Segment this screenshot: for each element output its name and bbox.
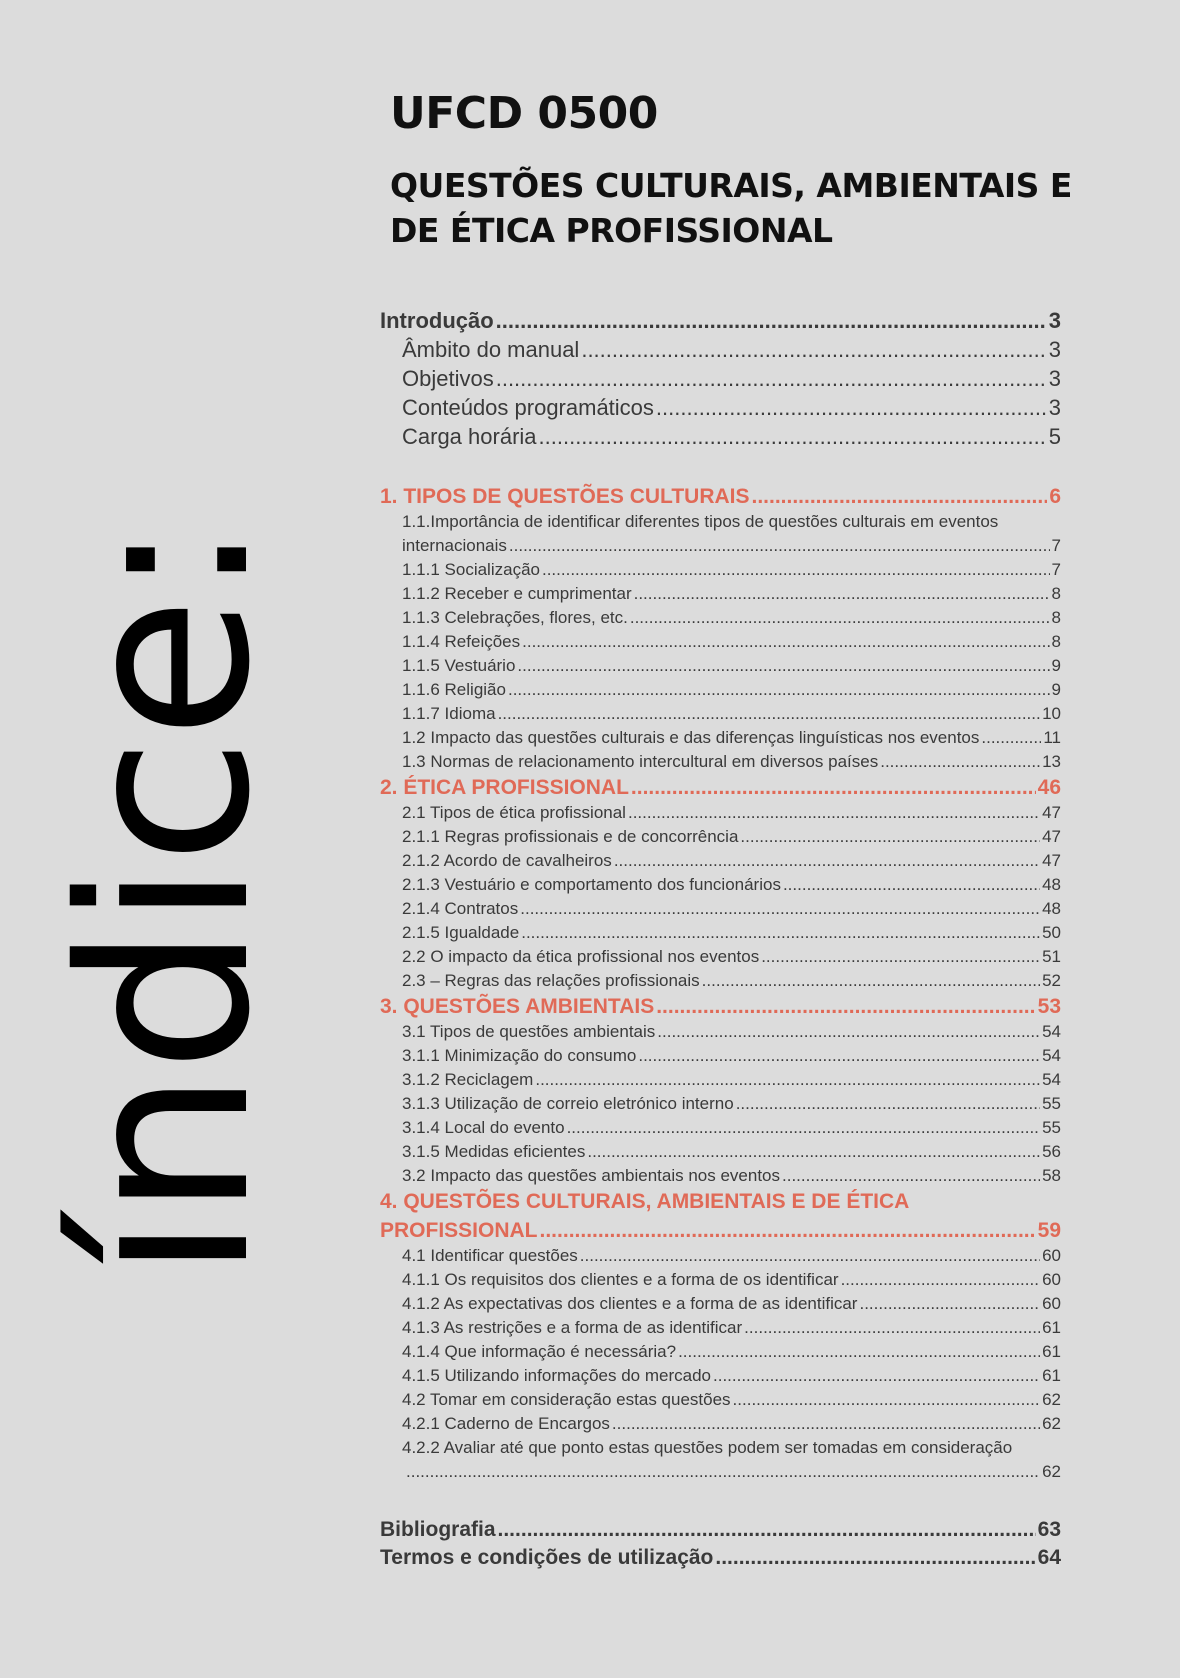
toc-entry[interactable] [380, 1022, 1061, 1046]
toc-leader [752, 485, 1048, 509]
toc-entry[interactable] [380, 851, 1061, 875]
toc-page: 63 [1037, 1518, 1061, 1541]
toc-leader [628, 803, 1040, 823]
toc-chapter-title: 1. TIPOS DE QUESTÕES CULTURAIS [380, 485, 750, 508]
toc-label: 2.1.1 Regras profissionais e de concorrência [402, 827, 739, 846]
toc-entry[interactable] [380, 1094, 1061, 1118]
toc-leader [498, 1518, 1036, 1542]
toc-leader [520, 899, 1040, 919]
toc-leader [535, 1070, 1040, 1090]
toc-entry[interactable] [380, 1142, 1061, 1166]
toc-leader [542, 560, 1050, 580]
side-title [31, 520, 301, 1280]
toc-entry[interactable] [380, 704, 1061, 728]
toc-label: 4.1.1 Os requisitos dos clientes e a forma de os identificar [402, 1270, 839, 1289]
toc-entry[interactable] [380, 656, 1061, 680]
toc-page: 46 [1037, 776, 1061, 799]
toc-label: 4.2.1 Caderno de Encargos [402, 1414, 610, 1433]
toc-page: 9 [1051, 680, 1061, 699]
toc-closing [380, 1518, 1061, 1574]
toc-page: 3 [1048, 395, 1061, 420]
toc-entry[interactable] [380, 608, 1061, 632]
toc-leader [634, 584, 1050, 604]
toc-page: 13 [1042, 752, 1061, 771]
toc-label: 1.1.3 Celebrações, flores, etc. [402, 608, 628, 627]
toc-entry[interactable] [380, 1070, 1061, 1094]
toc-entry[interactable] [380, 1318, 1061, 1342]
toc-page: 47 [1042, 851, 1061, 870]
toc-chapter-title: 2. ÉTICA PROFISSIONAL [380, 776, 629, 799]
toc-label: 3.1.1 Minimização do consumo [402, 1046, 637, 1065]
toc-entry[interactable] [380, 536, 1061, 560]
toc-page: 7 [1051, 560, 1061, 579]
toc-leader [539, 424, 1047, 450]
toc-page: 61 [1042, 1366, 1061, 1385]
toc-entry[interactable] [380, 632, 1061, 656]
toc-leader [521, 923, 1040, 943]
toc-leader [859, 1294, 1040, 1314]
toc-page: 47 [1042, 827, 1061, 846]
toc-page: 8 [1051, 632, 1061, 651]
toc-label: 2.1.5 Igualdade [402, 923, 520, 942]
toc-page: 56 [1042, 1142, 1061, 1161]
toc-entry[interactable] [380, 1166, 1061, 1190]
toc-leader [508, 680, 1050, 700]
toc-label: 4.1.3 As restrições e a forma de as identificar [402, 1318, 743, 1337]
toc-leader [567, 1118, 1041, 1138]
toc-entry-wrap-line[interactable]: 1.1.Importância de identificar diferentes tipos de questões culturais em eventos [402, 512, 999, 531]
document-title [390, 163, 1090, 253]
toc-leader [522, 632, 1049, 652]
toc-leader [656, 395, 1047, 421]
toc-leader [406, 1462, 1040, 1482]
toc-page: 54 [1042, 1070, 1061, 1089]
toc-page: 53 [1037, 995, 1061, 1018]
toc-leader [630, 608, 1050, 628]
toc-page: 64 [1037, 1546, 1061, 1569]
document-title-line1: QUESTÕES CULTURAIS, AMBIENTAIS E [390, 166, 1072, 205]
toc-entry[interactable] [380, 584, 1061, 608]
toc-page: 51 [1042, 947, 1061, 966]
toc-label: 4.1.5 Utilizando informações do mercado [402, 1366, 711, 1385]
toc-page: 60 [1042, 1270, 1061, 1289]
toc-entry[interactable] [380, 1046, 1061, 1070]
toc-entry-wrap-line[interactable]: 4.2.2 Avaliar até que ponto estas questões podem ser tomadas em consideração [402, 1438, 1013, 1457]
toc-chapter-2[interactable] [380, 776, 1061, 803]
toc-leader [496, 366, 1047, 392]
toc-label: 1.3 Normas de relacionamento intercultural em diversos países [402, 752, 879, 771]
toc-page: 54 [1042, 1046, 1061, 1065]
toc-page: 61 [1042, 1342, 1061, 1361]
toc-leader [713, 1366, 1040, 1386]
toc-label: 3.1.4 Local do evento [402, 1118, 565, 1137]
toc-entry[interactable] [380, 560, 1061, 584]
toc-label: Carga horária [402, 424, 537, 449]
toc-page: 52 [1042, 971, 1061, 990]
toc-label: 1.1.5 Vestuário [402, 656, 516, 675]
toc-entry[interactable] [380, 803, 1061, 827]
toc-page: 60 [1042, 1246, 1061, 1265]
toc-entry-terms[interactable] [380, 1546, 1061, 1574]
toc-page: 62 [1042, 1462, 1061, 1481]
toc-page: 55 [1042, 1094, 1061, 1113]
toc-leader [631, 776, 1036, 800]
toc-leader [702, 971, 1040, 991]
toc-label: Termos e condições de utilização [380, 1546, 714, 1569]
toc-leader [509, 536, 1050, 556]
course-code: UFCD 0500 [390, 88, 658, 139]
toc-label: 1.1.6 Religião [402, 680, 506, 699]
toc-leader [517, 656, 1049, 676]
toc-label: 2.1 Tipos de ética profissional [402, 803, 626, 822]
toc-label: 1.1.4 Refeições [402, 632, 521, 651]
toc-label: Introdução [380, 308, 494, 333]
toc-leader [638, 1046, 1040, 1066]
toc-page: 10 [1042, 704, 1061, 723]
toc-chapter-title: 3. QUESTÕES AMBIENTAIS [380, 995, 655, 1018]
toc-label: 1.2 Impacto das questões culturais e das diferenças linguísticas nos eventos [402, 728, 980, 747]
toc-leader [581, 337, 1046, 363]
toc-label: 4.1 Identificar questões [402, 1246, 578, 1265]
toc-leader [614, 851, 1040, 871]
toc-leader [496, 308, 1047, 334]
toc-entry[interactable] [380, 1390, 1061, 1414]
toc-leader [783, 875, 1040, 895]
toc-label: 2.1.2 Acordo de cavalheiros [402, 851, 612, 870]
toc-leader [736, 1094, 1040, 1114]
toc-page: 60 [1042, 1294, 1061, 1313]
toc-entry[interactable] [380, 1462, 1061, 1486]
toc-chapter-4-line1[interactable]: 4. QUESTÕES CULTURAIS, AMBIENTAIS E DE ÉTICA [380, 1190, 910, 1213]
toc-label: 2.3 – Regras das relações profissionais [402, 971, 700, 990]
toc-entry[interactable] [380, 337, 1061, 366]
toc-page: 50 [1042, 923, 1061, 942]
toc-leader [782, 1166, 1040, 1186]
toc-page: 3 [1048, 366, 1061, 391]
toc-entry[interactable] [380, 395, 1061, 424]
toc-entry[interactable] [380, 971, 1061, 995]
toc-label: 4.1.2 As expectativas dos clientes e a forma de as identificar [402, 1294, 858, 1313]
toc-leader [580, 1246, 1040, 1266]
toc-leader [880, 752, 1040, 772]
toc-label: 1.1.7 Idioma [402, 704, 496, 723]
toc-chapter-4[interactable] [380, 1219, 1061, 1246]
toc-entry[interactable] [380, 1294, 1061, 1318]
toc-entry[interactable] [380, 366, 1061, 395]
toc-leader [540, 1219, 1036, 1243]
toc-label: 3.1.3 Utilização de correio eletrónico interno [402, 1094, 734, 1113]
toc-entry[interactable] [380, 752, 1061, 776]
toc-chapters [380, 485, 1061, 1486]
toc-label: internacionais [402, 536, 507, 555]
toc-entry[interactable] [380, 1118, 1061, 1142]
toc-page: 5 [1048, 424, 1061, 449]
toc-entry[interactable] [380, 1414, 1061, 1438]
toc-label: Conteúdos programáticos [402, 395, 654, 420]
toc-label: 3.2 Impacto das questões ambientais nos eventos [402, 1166, 781, 1185]
toc-entry[interactable] [380, 308, 1061, 337]
toc-chapter-1[interactable] [380, 485, 1061, 512]
toc-entry[interactable] [380, 728, 1061, 752]
toc-page: 9 [1051, 656, 1061, 675]
toc-page: 62 [1042, 1414, 1061, 1433]
toc-leader [656, 995, 1035, 1019]
toc-leader [761, 947, 1040, 967]
toc-page: 7 [1051, 536, 1061, 555]
toc-leader [981, 728, 1041, 748]
toc-leader [740, 827, 1040, 847]
toc-entry-bibliography[interactable] [380, 1518, 1061, 1546]
toc-entry[interactable] [380, 827, 1061, 851]
toc-entry[interactable] [380, 1246, 1061, 1270]
toc-label: 2.1.3 Vestuário e comportamento dos funcionários [402, 875, 781, 894]
toc-page: 62 [1042, 1390, 1061, 1409]
toc-label: Bibliografia [380, 1518, 496, 1541]
toc-intro [380, 308, 1061, 453]
toc-page: 58 [1042, 1166, 1061, 1185]
toc-label: 1.1.1 Socialização [402, 560, 540, 579]
toc-label: 3.1.5 Medidas eficientes [402, 1142, 586, 1161]
toc-label: Âmbito do manual [402, 337, 580, 362]
toc-leader [657, 1022, 1040, 1042]
toc-leader [678, 1342, 1040, 1362]
toc-leader [498, 704, 1041, 724]
toc-page: 48 [1042, 875, 1061, 894]
toc-page: 6 [1049, 485, 1061, 508]
toc-page: 61 [1042, 1318, 1061, 1337]
toc-label: 3.1 Tipos de questões ambientais [402, 1022, 656, 1041]
toc-label: 1.1.2 Receber e cumprimentar [402, 584, 632, 603]
toc-page: 48 [1042, 899, 1061, 918]
toc-page: 11 [1043, 728, 1061, 747]
toc-entry[interactable] [380, 1366, 1061, 1390]
toc-entry[interactable] [380, 1342, 1061, 1366]
toc-entry[interactable] [380, 680, 1061, 704]
toc-entry[interactable] [380, 923, 1061, 947]
toc-page: 54 [1042, 1022, 1061, 1041]
toc-label: 4.1.4 Que informação é necessária? [402, 1342, 677, 1361]
toc-entry[interactable] [380, 424, 1061, 453]
toc-label: 2.1.4 Contratos [402, 899, 519, 918]
toc-leader [733, 1390, 1041, 1410]
toc-page: 3 [1048, 308, 1061, 333]
toc-label: Objetivos [402, 366, 494, 391]
toc-entry[interactable] [380, 947, 1061, 971]
toc-leader [715, 1546, 1035, 1570]
toc-page: 59 [1037, 1219, 1061, 1242]
side-title-text: índice: [31, 522, 301, 1280]
toc-entry[interactable] [380, 1270, 1061, 1294]
toc-label: 4.2 Tomar em consideração estas questões [402, 1390, 731, 1409]
toc-chapter-title: PROFISSIONAL [380, 1219, 538, 1242]
toc-entry[interactable] [380, 875, 1061, 899]
toc-chapter-3[interactable] [380, 995, 1061, 1022]
toc-label: 3.1.2 Reciclagem [402, 1070, 534, 1089]
toc-page: 3 [1048, 337, 1061, 362]
toc-page: 8 [1051, 584, 1061, 603]
toc-page: 47 [1042, 803, 1061, 822]
toc-entry[interactable] [380, 899, 1061, 923]
document-title-line2: DE ÉTICA PROFISSIONAL [390, 211, 833, 250]
toc-leader [841, 1270, 1041, 1290]
toc-leader [587, 1142, 1040, 1162]
document-header [390, 88, 1090, 253]
toc-page: 8 [1051, 608, 1061, 627]
toc-page: 55 [1042, 1118, 1061, 1137]
toc-leader [612, 1414, 1040, 1434]
toc-leader [744, 1318, 1040, 1338]
toc-label: 2.2 O impacto da ética profissional nos eventos [402, 947, 760, 966]
